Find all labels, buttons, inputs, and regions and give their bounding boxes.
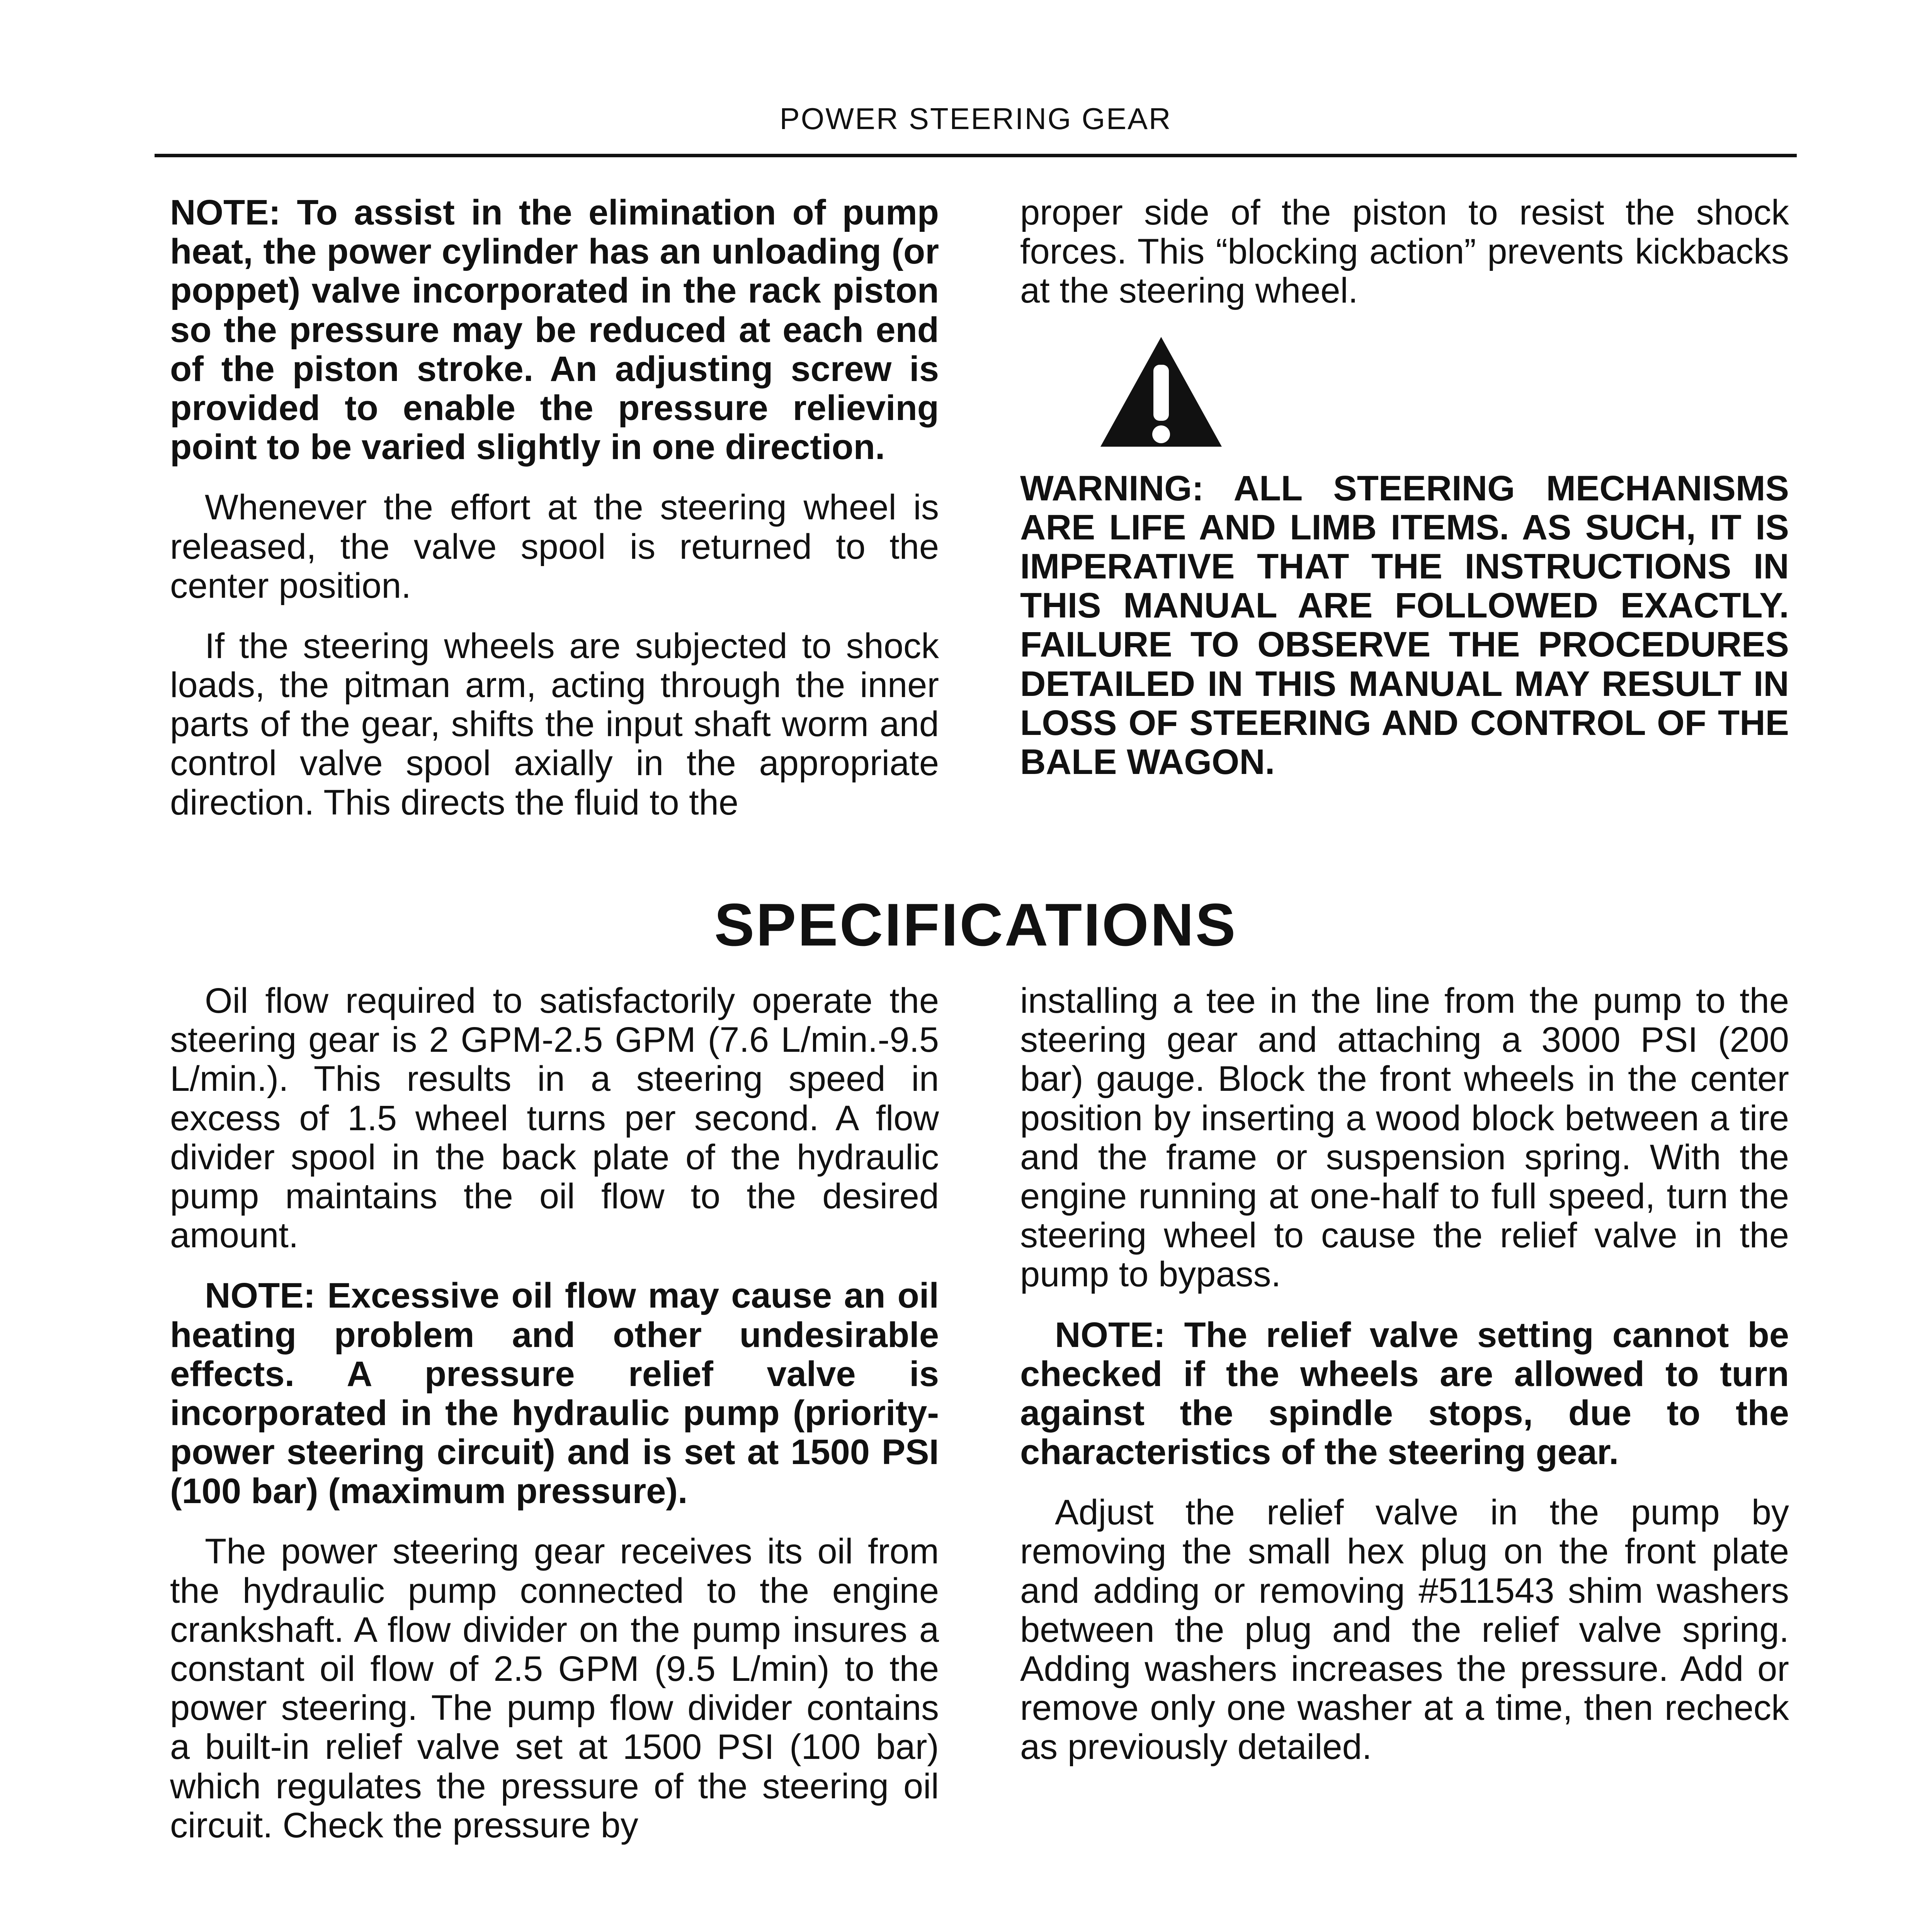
paragraph-shock-loads: If the steering wheels are subjected to shock loads, the pitman arm, acting through the inner parts of the gear, shifts the input shaft worm and control valve spool axially in the appropriate direction. This directs the fluid to the: [170, 626, 939, 822]
paragraph-adjust-relief-valve: Adjust the relief valve in the pump by removing the small hex plug on the front plate and adding or removing #511543 shim washers between the plug and the relief valve spring. Adding washers increases the pressure. Add or remove only one washer at a time, then recheck as previously detailed.: [1020, 1493, 1789, 1767]
paragraph-pressure-check: installing a tee in the line from the pump to the steering gear and attaching a 3000 PSI (200 bar) gauge. Block the front wheels in the center position by inserting a wood block between a tire and the frame or suspension spring. With the engine running at one-half to full speed, turn the steering wheel to cause the relief valve in the pump to bypass.: [1020, 981, 1789, 1294]
note-unloading-valve: NOTE: To assist in the elimination of pump heat, the power cylinder has an unloading (or poppet) valve incorporated in the rack piston so the pressure may be reduced at each end of the piston stroke. An adjusting screw is provided to enable the pressure relieving point to be varied slightly in one direction.: [170, 193, 939, 467]
header-rule: [155, 154, 1797, 157]
paragraph-valve-spool: Whenever the effort at the steering wheel is released, the valve spool is returned to the center position.: [170, 488, 939, 605]
top-right-column: [1020, 193, 1789, 803]
top-left-column: [170, 193, 939, 844]
paragraph-blocking-action: proper side of the piston to resist the shock forces. This “blocking action” prevents kickbacks at the steering wheel.: [1020, 193, 1789, 311]
specs-right-column: [1020, 981, 1789, 1788]
specifications-heading: SPECIFICATIONS: [714, 891, 1237, 959]
paragraph-pump-supply: The power steering gear receives its oil from the hydraulic pump connected to the engine crankshaft. A flow divider on the pump insures a constant oil flow of 2.5 GPM (9.5 L/min) to the power steering. The pump flow divider contains a built-in relief valve set at 1500 PSI (100 bar) which regulates the pressure of the steering oil circuit. Check the pressure by: [170, 1532, 939, 1845]
note-excessive-oil-flow: NOTE: Excessive oil flow may cause an oil heating problem and other undesirable effects. A pressure relief valve is incorporated in the hydraulic pump (priority-power steering circuit) and is set at 1500 PSI (100 bar) (maximum pressure).: [170, 1276, 939, 1511]
specs-left-column: [170, 981, 939, 1866]
paragraph-oil-flow: Oil flow required to satisfactorily operate the steering gear is 2 GPM-2.5 GPM (7.6 L/min.-9.5 L/min.). This results in a steering speed in excess of 1.5 wheel turns per second. A flow divider spool in the back plate of the hydraulic pump maintains the oil flow to the desired amount.: [170, 981, 939, 1255]
running-header: POWER STEERING GEAR: [779, 102, 1172, 136]
warning-text: WARNING: ALL STEERING MECHANISMS ARE LIFE AND LIMB ITEMS. AS SUCH, IT IS IMPERATIVE THAT THE INSTRUCTIONS IN THIS MANUAL ARE FOLLOWED EXACTLY. FAILURE TO OBSERVE THE PROCEDURES DETAILED IN THIS MANUAL MAY RESULT IN LOSS OF STEERING AND CONTROL OF THE BALE WAGON.: [1020, 468, 1789, 782]
note-relief-valve-setting: NOTE: The relief valve setting cannot be checked if the wheels are allowed to turn against the spindle stops, due to the characteristics of the steering gear.: [1020, 1315, 1789, 1472]
warning-triangle-icon: [1097, 334, 1225, 450]
